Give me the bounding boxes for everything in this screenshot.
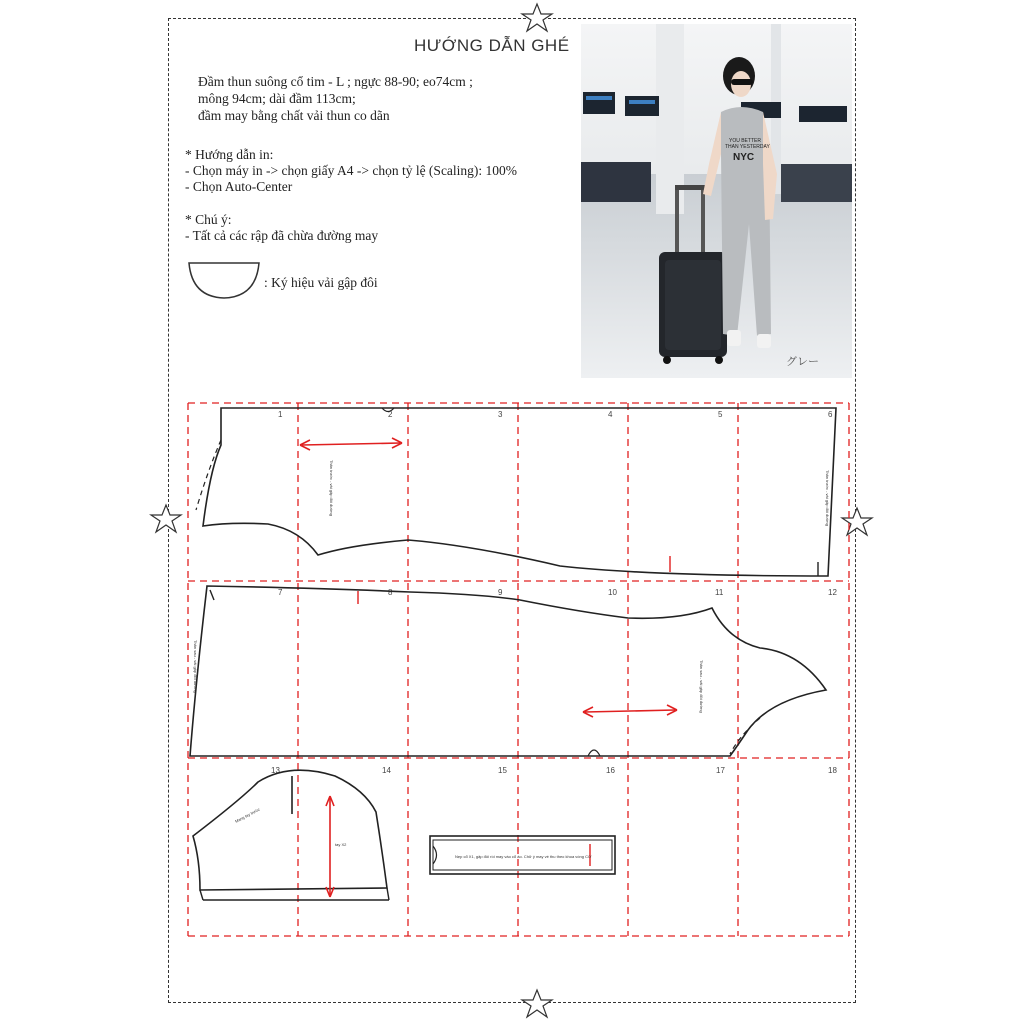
page-number: 11 [715,588,724,597]
page-numbers [271,410,837,775]
page-number: 6 [828,410,833,419]
page-number: 10 [608,588,617,597]
fold-symbol-label: : Ký hiệu vải gập đôi [264,275,378,290]
page-number: 15 [498,766,507,775]
sleeve-top-label: Mang tay trước [234,806,261,824]
page-number: 12 [828,588,837,597]
shirt-text-line-1: YOU BETTER [729,138,761,144]
page-number: 17 [716,766,725,775]
shirt-text-line-2: THAN YESTERDAY [725,144,770,150]
page-number: 13 [271,766,280,775]
description-line-3: đầm may bằng chất vải thun co dãn [198,108,390,123]
page-number: 2 [388,410,393,419]
star-mark-left [151,505,181,532]
page-number: 4 [608,410,613,419]
back-piece-label: Thân sau - vải gập đôi đường [699,660,704,713]
front-piece-fold-label: Thân trước - vải gập đôi đường [825,470,830,526]
page-number: 5 [718,410,723,419]
back-piece-fold-label: Thân sau - vải gập đôi đường [193,640,198,693]
description-line-2: mông 94cm; dài đầm 113cm; [198,91,356,106]
print-guide-step-1: - Chọn máy in -> chọn giấy A4 -> chọn tỷ lệ (Scaling): 100% [185,163,518,178]
note-heading: * Chú ý: [185,212,232,227]
page-number: 8 [388,588,393,597]
back-pattern-piece [190,586,826,756]
page-number: 16 [606,766,615,775]
page-number: 14 [382,766,391,775]
page-number: 1 [278,410,283,419]
photo-caption: グレー [786,355,819,368]
note-text: - Tất cả các rập đã chừa đường may [185,228,379,243]
neckband-label: Nẹp cổ X1, gập đôi rồi may vào cổ áo. Chữ ý may vé thu theo khoa vòng CƠ [455,854,592,859]
star-mark-right [842,508,872,535]
page-number: 7 [278,588,283,597]
print-guide-heading: * Hướng dẫn in: [185,147,274,162]
print-guide-step-2: - Chọn Auto-Center [185,179,293,194]
sleeve-pattern-piece [193,770,389,900]
page-number: 9 [498,588,503,597]
front-piece-label: Thân trước - vải gập đôi đường [329,460,334,516]
description-line-1: Đầm thun suông cổ tim - L ; ngực 88-90; eo74cm ; [198,74,473,89]
page-number: 3 [498,410,503,419]
neckband-pattern-piece [430,836,615,874]
page-number: 18 [828,766,837,775]
page-title: HƯỚNG DẪN GHÉ [414,36,570,55]
front-pattern-piece [196,408,836,576]
star-mark-bottom [522,990,552,1017]
shirt-text-line-3: NYC [733,152,755,163]
sleeve-cut-label: tay X2 [335,842,347,847]
star-mark-top [522,4,552,31]
